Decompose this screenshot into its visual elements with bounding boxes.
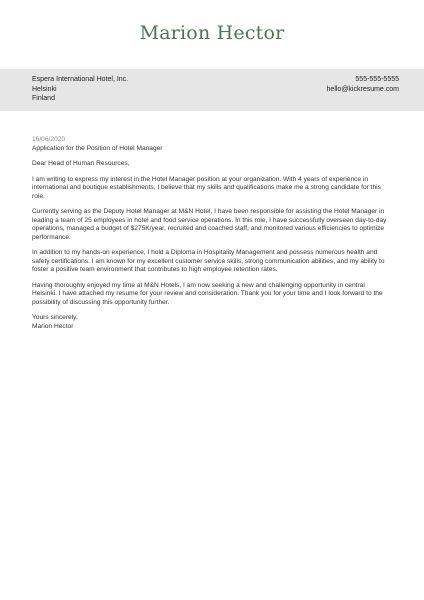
letter-closing (32, 314, 394, 331)
paragraph (32, 208, 394, 242)
header-band (0, 69, 424, 111)
letter-body (32, 136, 394, 331)
paragraph-line: possibility of discussing this opportunity further. (32, 298, 170, 306)
paragraph-line: foster a positive team environment that contributes to high employee retention rates. (32, 266, 278, 273)
paragraph-line: operations, managed a budget of $275K/year, recruited and coached staff, and monitored various efficiencies to optimize (32, 225, 385, 232)
contact-phone: 555-555-5555 (355, 76, 399, 83)
paragraph-line: performance. (32, 233, 71, 241)
letter-date: 16/06/2020 (32, 136, 66, 143)
paragraph-line: I am writing to express my interest in the Hotel Manager position at your organization. With 4 years of experience in (32, 175, 369, 183)
paragraph-line: Currently serving as the Deputy Hotel Manager at M&N Hotel, I have been responsible for assisting the Hotel Manager in (32, 208, 385, 215)
paragraph (32, 249, 394, 275)
paragraph-line: international and boutique establishments, I believe that my skills and qualifications make me a strong candidate for this (32, 184, 381, 191)
closing-phrase: Yours sincerely, (32, 314, 78, 321)
paragraph (32, 282, 394, 308)
paragraph-line: safety certifications. I am known for my excellent customer service skills, strong communication abilities, and my ability to (32, 257, 385, 265)
letter-subject: Application for the Position of Hotel Manager (32, 144, 163, 152)
recipient-city: Helsinki (32, 85, 57, 93)
recipient-country: Finland (32, 95, 55, 102)
paragraph (32, 176, 394, 202)
contact-email: hello@kickresume.com (326, 85, 399, 93)
letter-salutation: Dear Head of Human Resources, (32, 160, 130, 167)
contact-info (327, 75, 399, 94)
recipient-address (32, 75, 128, 104)
paragraph-line: Having thoroughly enjoyed my time at M&N Hotels, I am now seeking a new and challenging opportunity in central (32, 281, 365, 289)
paragraph-line: Helsinki. I have attached my resume for your review and consideration. Thank you for your time and I look forward to the (32, 290, 383, 297)
recipient-company: Espera International Hotel, Inc. (32, 76, 129, 83)
paragraph-line: role. (32, 192, 45, 200)
applicant-name: Marion Hector (139, 22, 285, 44)
paragraph-line: In addition to my hands-on experience, I hold a Diploma in Hospitality Management and possess numerous health and (32, 249, 378, 256)
paragraph-line: leading a team of 25 employees in hotel and food service operations. In this role, I have successfully overseen day-to-day (32, 216, 387, 224)
signature-name: Marion Hector (32, 322, 74, 330)
